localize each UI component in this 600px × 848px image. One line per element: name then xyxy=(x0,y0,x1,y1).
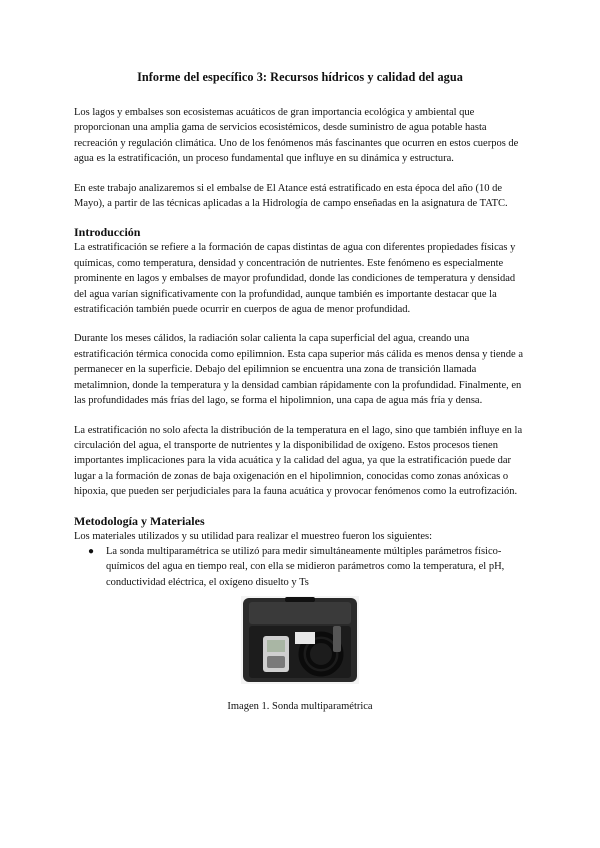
intro-paragraph-1: Los lagos y embalses son ecosistemas acuáticos de gran importancia ecológica y ambiental que proporcionan una amplia gama de servicios ecosistémicos, desde suministro de agua potable hasta recreación y regulación climática. Uno de los fenómenos más fascinantes que ocurren en estos cuerpos de agua es la estratificación, un proceso fundamental que influye en su dinámica y estructura. xyxy=(74,107,519,165)
introduccion-paragraph-2: Durante los meses cálidos, la radiación solar calienta la capa superficial del agua, creando una estratificación térmica conocida como epilimnion. Esta capa superior más cálida es menos densa y tiende a permanecer en la superficie. Debajo del epilimnion se encuentra una zona de transición llamada metalimnion, donde la temperatura y la densidad cambian rápidamente con la profundidad. Finalmente, en las profundidades más frías del lago, se forma el hipolimnion, una capa de agua más fría y densa. xyxy=(74,333,523,407)
bullet-icon: ● xyxy=(88,545,95,557)
intro-paragraph-2: En este trabajo analizaremos si el embalse de El Atance está estratificado en esta época del año (10 de Mayo), a partir de las técnicas aplicadas a la Hidrología de campo enseñadas en la asignatura de TATC. xyxy=(74,182,508,210)
list-item xyxy=(74,544,526,590)
material-item-text: La sonda multiparamétrica se utilizó para medir simultáneamente múltiples parámetros físico-químicos del agua en tiempo real, con ella se midieron parámetros como la temperatura, el pH, conductividad eléctrica, el oxígeno disuelto y Ts xyxy=(106,545,505,588)
introduccion-heading: Introducción xyxy=(74,225,141,240)
probe-case-icon xyxy=(241,596,359,684)
document-title: Informe del específico 3: Recursos hídricos y calidad del agua xyxy=(137,70,463,84)
materials-list xyxy=(74,544,526,590)
multiparameter-probe-image xyxy=(241,596,359,684)
metodologia-lead: Los materiales utilizados y su utilidad para realizar el muestreo fueron los siguientes: xyxy=(74,530,433,542)
figure-caption: Imagen 1. Sonda multiparamétrica xyxy=(227,701,373,713)
introduccion-paragraph-1: La estratificación se refiere a la formación de capas distintas de agua con diferentes propiedades físicas y químicas, como temperatura, densidad y concentración de nutrientes. Este fenómeno es especialmente prominente en lagos y embalses de mayor profundidad, donde las condiciones de temperatura y densidad del agua varían significativamente con la profundidad, aunque también es importante destacar que la estratificación también puede ocurrir en cuerpos de agua de menor profundidad. xyxy=(74,242,516,316)
metodologia-heading: Metodología y Materiales xyxy=(74,513,205,528)
introduccion-paragraph-3: La estratificación no solo afecta la distribución de la temperatura en el lago, sino que también influye en la circulación del agua, el transporte de nutrientes y la disponibilidad de oxígeno. Estos procesos tienen importantes implicaciones para la vida acuática y la calidad del agua, ya que la estratificación puede dar lugar a la formación de zonas de baja oxigenación en el hipolimnion, conocidas como zonas anóxicas o hipoxia, que pueden ser perjudiciales para la fauna acuática y provocar fenómenos como la eutrofización. xyxy=(74,424,523,498)
figure xyxy=(74,596,526,712)
